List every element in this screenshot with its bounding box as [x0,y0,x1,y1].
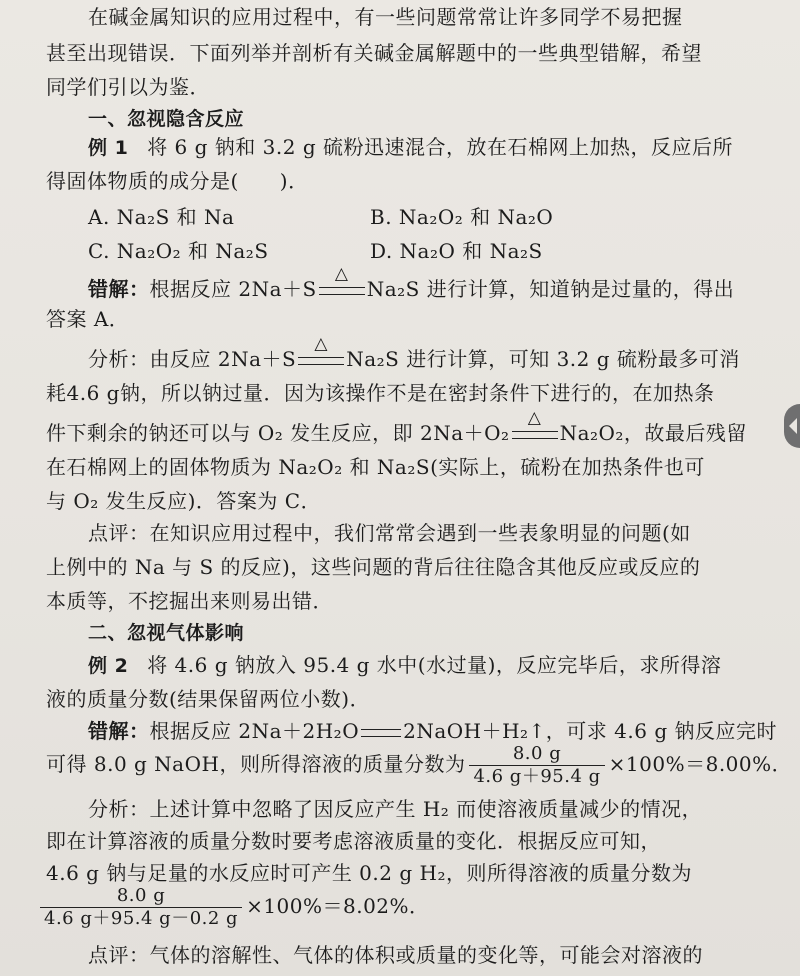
wrong-text: 可得 8.0 g NaOH，则所得溶液的质量分数为 [46,752,466,776]
example-label: 例 2 [88,655,129,677]
example-2-question [88,650,800,681]
analysis-line: 耗4.6 g钠，所以钠过量．因为该操作不是在密封条件下进行的，在加热条 [46,381,715,405]
analysis-line: 与 O₂ 发生反应)．答案为 C． [46,489,322,513]
reaction-heat-sign [319,263,365,295]
fraction-correct [40,885,242,930]
section-heading: 二、忽视气体影响 [88,622,245,644]
heat-symbol: △ [334,263,349,284]
intro-line: 在碱金属知识的应用过程中，有一些问题常常让许多同学不易把握 [88,5,683,29]
comment-line [88,940,800,970]
analysis-line: 在石棉网上的固体物质为 Na₂O₂ 和 Na₂S(实际上，硫粉在加热条件也可 [46,455,705,479]
wrong-text-pre: 根据反应 2Na＋S [149,277,317,301]
reaction-heat-sign [512,407,558,439]
analysis-text-pre: 由反应 2Na＋S [149,347,297,371]
wrong-text-pre: 根据反应 2Na＋2H₂O [149,719,360,743]
wrong-answer-line2 [46,742,793,788]
reaction-heat-sign [298,333,344,365]
option-b: B. Na₂O₂ 和 Na₂O [370,205,554,229]
final-result-line [40,884,770,930]
intro-line: 甚至出现错误．下面列举并剖析有关碱金属解题中的一些典型错解，希望 [46,41,702,65]
analysis-label: 分析： [88,347,150,371]
wrong-label: 错解： [88,277,150,301]
question-text: 得固体物质的成分是( )． [46,169,309,193]
intro-line: 同学们引以为鉴． [46,75,210,99]
comment-text: 气体的溶解性、气体的体积或质量的变化等，可能会对溶液的 [149,943,703,967]
comment-text: 在知识应用过程中，我们常常会遇到一些表象明显的问题(如 [149,521,691,545]
heat-symbol: △ [527,407,542,428]
fraction-denominator: 4.6 g＋95.4 g [473,766,601,787]
fraction-wrong [469,743,604,788]
wrong-answer-line [88,263,800,304]
analysis-line [88,333,800,374]
wrong-label: 错解： [88,719,150,743]
analysis-text-post: Na₂O₂，故最后残留 [559,421,747,445]
option-c: C. Na₂O₂ 和 Na₂S [88,239,269,263]
analysis-label: 分析： [88,797,150,821]
analysis-line: 4.6 g 钠与足量的水反应时可产生 0.2 g H₂，则所得溶液的质量分数为 [46,861,692,885]
question-text: 将 4.6 g 钠放入 95.4 g 水中(水过量)，反应完毕后，求所得溶 [147,653,722,677]
example-1-question [88,132,800,163]
comment-line: 上例中的 Na 与 S 的反应)，这些问题的背后往往隐含其他反应或反应的 [46,555,701,579]
analysis-line [46,407,776,448]
final-result: ×100%＝8.02%． [246,894,430,918]
comment-label: 点评： [88,521,150,545]
reaction-equals-sign [361,729,401,737]
analysis-text: 上述计算中忽略了因反应产生 H₂ 而使溶液质量减少的情况， [149,797,703,821]
wrong-text-post: Na₂S 进行计算，知道钠是过量的，得出 [366,277,735,301]
comment-label: 点评： [88,943,150,967]
option-d: D. Na₂O 和 Na₂S [370,239,543,263]
example-label: 例 1 [88,137,129,159]
heat-symbol: △ [314,333,329,354]
fraction-denominator: 4.6 g＋95.4 g－0.2 g [44,908,239,929]
comment-line [88,518,800,548]
question-text: 液的质量分数(结果保留两位小数)． [46,687,371,711]
question-text: 将 6 g 钠和 3.2 g 硫粉迅速混合，放在石棉网上加热，反应后所 [147,135,733,159]
analysis-line [88,794,800,824]
analysis-text-pre: 件下剩余的钠还可以与 O₂ 发生反应，即 2Na＋O₂ [46,421,510,445]
fraction-numerator: 8.0 g [40,885,242,908]
fraction-numerator: 8.0 g [469,743,604,766]
analysis-text-post: Na₂S 进行计算，可知 3.2 g 硫粉最多可消 [346,347,740,371]
wrong-result: ×100%＝8.00%． [608,752,793,776]
page-edge-tab-icon [784,404,800,448]
analysis-line: 即在计算溶液的质量分数时要考虑溶液质量的变化．根据反应可知， [46,829,661,853]
comment-line: 本质等，不挖掘出来则易出错． [46,589,333,613]
wrong-text-post: 2NaOH＋H₂↑，可求 4.6 g 钠反应完时 [403,719,777,743]
option-a: A. Na₂S 和 Na [88,205,235,229]
section-heading: 一、忽视隐含反应 [88,108,245,130]
wrong-answer-line2: 答案 A． [46,307,130,331]
